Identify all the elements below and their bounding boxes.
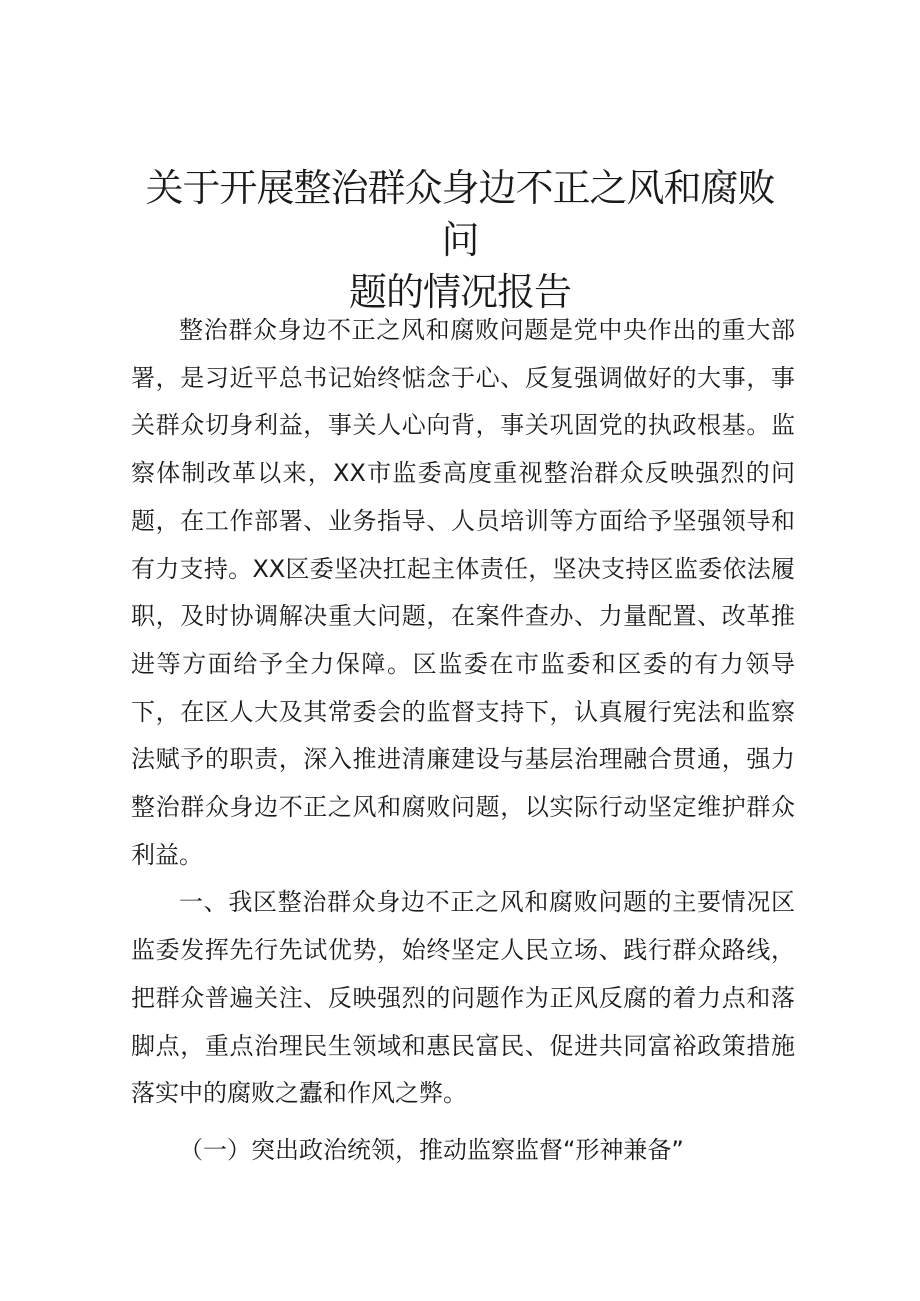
document-title: [130, 162, 790, 318]
subheading-one: （一）突出政治统领，推动监察监督“形神兼备”: [179, 1135, 684, 1164]
paragraph-intro: 整治群众身边不正之风和腐败问题是党中央作出的重大部署，是习近平总书记始终惦念于心、反复强调做好的大事，事关群众切身利益，事关人心向背，事关巩固党的执政根基。监察体制改革以来，XX市监委高度重视整治群众反映强烈的问题，在工作部署、业务指导、人员培训等方面给予坚强领导和有力支持。XX区委坚决扛起主体责任，坚决支持区监委依法履职，及时协调解决重大问题，在案件查办、力量配置、改革推进等方面给予全力保障。区监委在市监委和区委的有力领导下，在区人大及其常委会的监督支持下，认真履行宪法和监察法赋予的职责，深入推进清廉建设与基层治理融合贯通，强力整治群众身边不正之风和腐败问题，以实际行动坚定维护群众利益。: [131, 316, 795, 869]
document-body: [131, 307, 795, 1175]
paragraph-section-one: 一、我区整治群众身边不正之风和腐败问题的主要情况区监委发挥先行先试优势，始终坚定人民立场、践行群众路线，把群众普遍关注、反映强烈的问题作为正风反腐的着力点和落脚点，重点治理民生领域和惠民富民、促进共同富裕政策措施落实中的腐败之蠹和作风之弊。: [131, 888, 795, 1108]
title-line-2: 题的情况报告: [348, 270, 571, 314]
title-line-1: 关于开展整治群众身边不正之风和腐败问: [145, 166, 775, 262]
